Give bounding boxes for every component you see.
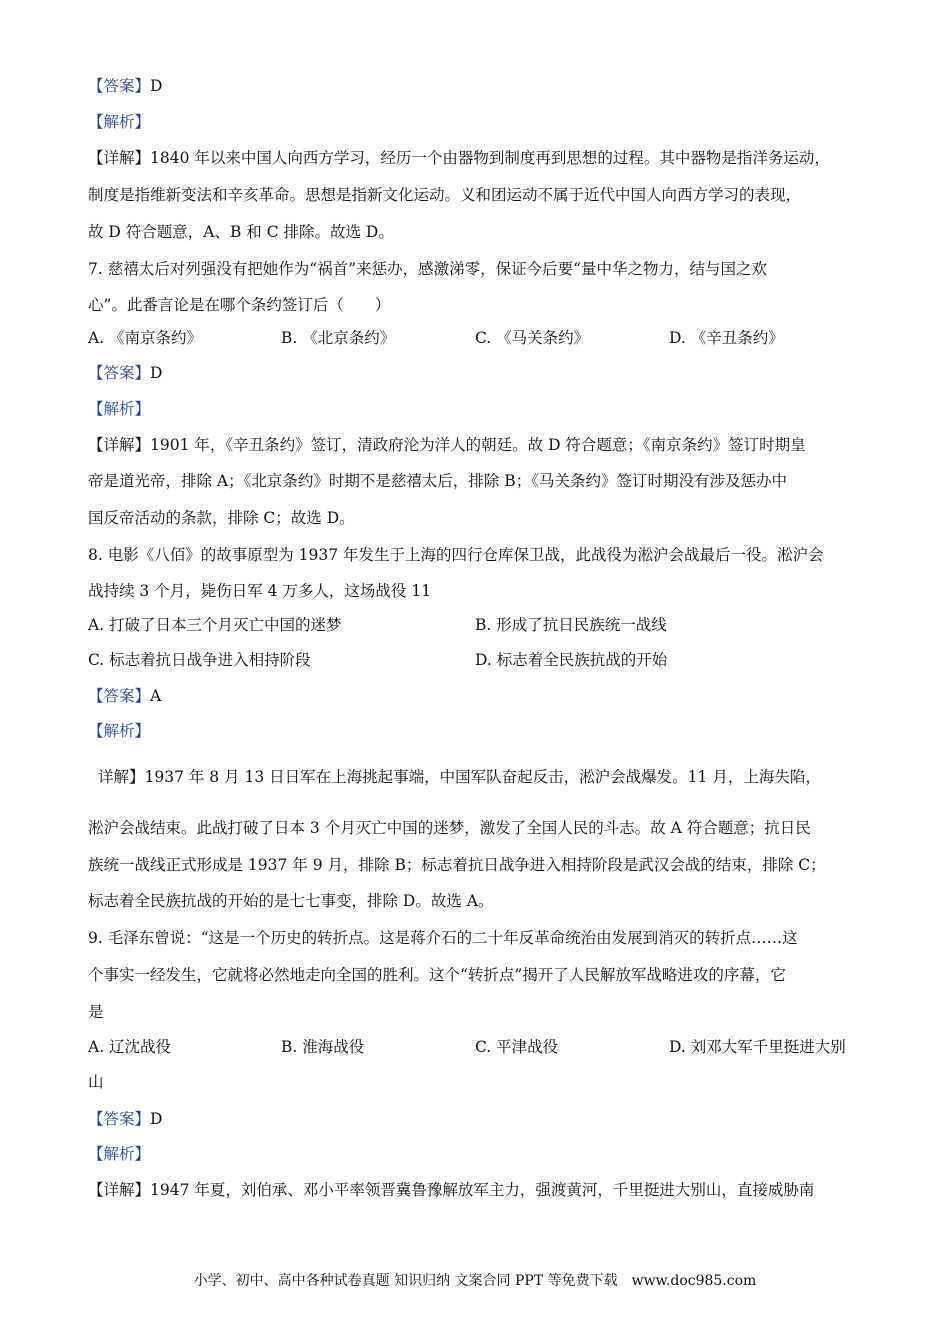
q8-detail-line-2: 淞沪会战结束。此战打破了日本 3 个月灭亡中国的迷梦，激发了全国人民的斗志。故 A 符合题意；抗日民 (88, 819, 811, 837)
q9-stem-line-1: 9. 毛泽东曾说：“这是一个历史的转折点。这是蒋介石的二十年反革命统治由发展到消灭的转折点……这 (88, 929, 798, 947)
answer-tag: 【答案】 (88, 687, 151, 705)
answer-value: D (150, 364, 163, 382)
q7-detail-line-1: 【详解】1901 年，《辛丑条约》签订，清政府沦为洋人的朝廷。故 D 符合题意；《南京条约》签订时期皇 (88, 436, 806, 454)
q9-answer (88, 1109, 162, 1129)
q6-detail-line-2: 制度是指维新变法和辛亥革命。思想是指新文化运动。义和团运动不属于近代中国人向西方学习的表现， (88, 186, 802, 204)
answer-tag: 【答案】 (88, 1110, 151, 1128)
q8-detail-line-1: 详解】1937 年 8 月 13 日日军在上海挑起事端，中国军队奋起反击，淞沪会战爆发。11 月，上海失陷， (98, 768, 821, 786)
detail-tag: 【详解】 (88, 149, 151, 167)
q8-analysis-tag: 【解析】 (88, 722, 151, 740)
q9-option-c: C. 平津战役 (475, 1038, 559, 1056)
q7-option-d: D. 《辛丑条约》 (669, 329, 784, 347)
q8-option-a: A. 打破了日本三个月灭亡中国的迷梦 (88, 616, 342, 634)
q9-stem-line-2: 个事实一经发生，它就将必然地走向全国的胜利。这个“转折点”揭开了人民解放军战略进攻的序幕，它 (88, 966, 786, 984)
answer-value: A (150, 687, 162, 705)
answer-tag: 【答案】 (88, 77, 151, 95)
q6-analysis-tag: 【解析】 (88, 113, 151, 131)
q8-option-c: C. 标志着抗日战争进入相持阶段 (88, 651, 311, 669)
q8-detail-line-3: 族统一战线正式形成是 1937 年 9 月，排除 B；标志着抗日战争进入相持阶段是武汉会战的结束，排除 C； (88, 856, 826, 874)
q9-detail-line-1: 【详解】1947 年夏，刘伯承、邓小平率领晋冀鲁豫解放军主力，强渡黄河，千里挺进大别山，直接威胁南 (88, 1181, 815, 1199)
q9-option-d-wrap: 山 (88, 1073, 104, 1091)
q7-detail-line-2: 帝是道光帝，排除 A；《北京条约》时期不是慈禧太后，排除 B；《马关条约》签订时期没有涉及惩办中 (88, 472, 787, 490)
q7-answer (88, 363, 162, 383)
q9-stem-line-3: 是 (88, 1003, 104, 1021)
answer-value: D (150, 1110, 163, 1128)
q8-answer (88, 686, 161, 706)
q9-option-d: D. 刘邓大军千里挺进大别 (669, 1038, 846, 1056)
q6-detail-line-3: 故 D 符合题意，A、B 和 C 排除。故选 D。 (88, 223, 394, 241)
q7-stem-line-1: 7. 慈禧太后对列强没有把她作为“祸首”来惩办，感激涕零，保证今后要“量中华之物力，结与国之欢 (88, 260, 767, 278)
detail-tag: 【详解】 (88, 436, 151, 454)
page-footer: 小学、初中、高中各种试卷真题 知识归纳 文案合同 PPT 等免费下载 www.doc985.com (193, 1273, 757, 1289)
q8-option-b: B. 形成了抗日民族统一战线 (475, 616, 667, 634)
q8-stem-line-2: 战持续 3 个月，毙伤日军 4 万多人，这场战役 11 (88, 582, 432, 600)
q9-option-a: A. 辽沈战役 (88, 1038, 172, 1056)
q7-detail-line-3: 国反帝活动的条款，排除 C；故选 D。 (88, 509, 355, 527)
q8-stem-line-1: 8. 电影《八佰》的故事原型为 1937 年发生于上海的四行仓库保卫战，此战役为淞沪会战最后一役。淞沪会 (88, 546, 824, 564)
answer-value: D (150, 77, 163, 95)
answer-tag: 【答案】 (88, 364, 151, 382)
q7-option-a: A. 《南京条约》 (88, 329, 203, 347)
q7-option-b: B. 《北京条约》 (281, 329, 396, 347)
q7-stem-line-2: 心”。此番言论是在哪个条约签订后（ ） (88, 296, 391, 314)
q9-analysis-tag: 【解析】 (88, 1145, 151, 1163)
q8-detail-line-4: 标志着全民族抗战的开始的是七七事变，排除 D。故选 A。 (88, 892, 494, 910)
q6-answer (88, 76, 162, 96)
q9-option-b: B. 淮海战役 (281, 1038, 365, 1056)
detail-tag: 【详解】 (88, 1181, 151, 1199)
q6-detail-line-1: 【详解】1840 年以来中国人向西方学习，经历一个由器物到制度再到思想的过程。其中器物是指洋务运动， (88, 149, 830, 167)
q7-option-c: C. 《马关条约》 (475, 329, 590, 347)
q8-option-d: D. 标志着全民族抗战的开始 (475, 651, 668, 669)
q7-analysis-tag: 【解析】 (88, 400, 151, 418)
